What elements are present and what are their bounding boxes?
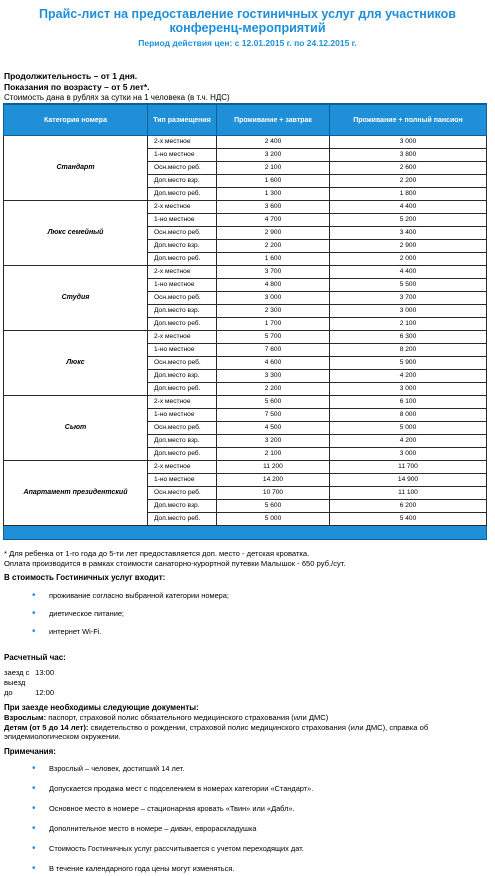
- bullet-dot-icon: •: [32, 782, 36, 794]
- full-board-price-cell: 2 600: [330, 162, 487, 175]
- list-item: • В течение календарного года цены могут изменяться.: [32, 862, 235, 874]
- full-board-price-cell: 3 800: [330, 149, 487, 162]
- placement-type-cell: Доп.место реб.: [148, 383, 217, 396]
- bullet-dot-icon: •: [32, 590, 36, 601]
- list-item: • диетическое питание;: [32, 608, 124, 619]
- full-board-price-cell: 2 000: [330, 253, 487, 266]
- full-board-price-cell: 2 900: [330, 240, 487, 253]
- full-board-price-cell: 6 100: [330, 396, 487, 409]
- breakfast-price-cell: 3 200: [217, 149, 330, 162]
- placement-type-cell: 2-х местное: [148, 461, 217, 474]
- table-row: [4, 136, 487, 149]
- placement-type-cell: 1-но местное: [148, 409, 217, 422]
- footnote: [4, 549, 495, 569]
- full-board-price-cell: 5 900: [330, 357, 487, 370]
- placement-type-cell: Доп.место взр.: [148, 240, 217, 253]
- room-category-cell: Сьют: [4, 396, 148, 461]
- breakfast-price-cell: 3 200: [217, 435, 330, 448]
- breakfast-price-cell: 4 600: [217, 357, 330, 370]
- breakfast-price-cell: 3 700: [217, 266, 330, 279]
- list-item: • интернет Wi-Fi.: [32, 626, 102, 637]
- docs-child: Детям (от 5 до 14 лет): свидетельство о рождении, страховой полис медицинского страхования (или ДМС), справка об эпидемиологическом окружении.: [4, 722, 429, 741]
- breakfast-price-cell: 1 600: [217, 253, 330, 266]
- placement-type-cell: Осн.место реб.: [148, 292, 217, 305]
- bullet-dot-icon: •: [32, 608, 36, 619]
- full-board-price-cell: 3 000: [330, 448, 487, 461]
- full-board-price-cell: 8 200: [330, 344, 487, 357]
- breakfast-price-cell: 2 300: [217, 305, 330, 318]
- full-board-price-cell: 5 500: [330, 279, 487, 292]
- notes-list: [0, 764, 495, 874]
- list-item: • Основное место в номере – стационарная кровать «Твин» или «Дабл».: [32, 802, 295, 814]
- breakfast-price-cell: 14 200: [217, 474, 330, 487]
- breakfast-price-cell: 4 500: [217, 422, 330, 435]
- placement-type-cell: Осн.место реб.: [148, 227, 217, 240]
- bullet-dot-icon: •: [32, 626, 36, 637]
- price-table-body: [4, 136, 487, 526]
- placement-type-cell: 2-х местное: [148, 136, 217, 149]
- checkout-row: [4, 678, 495, 698]
- breakfast-price-cell: 7 500: [217, 409, 330, 422]
- full-board-price-cell: 11 700: [330, 461, 487, 474]
- placement-type-cell: Доп.место взр.: [148, 370, 217, 383]
- full-board-price-cell: 14 900: [330, 474, 487, 487]
- full-board-price-cell: 11 100: [330, 487, 487, 500]
- breakfast-price-cell: 5 700: [217, 331, 330, 344]
- list-item: • Взрослый – человек, достигший 14 лет.: [32, 762, 185, 774]
- placement-type-cell: Осн.место реб.: [148, 422, 217, 435]
- breakfast-price-cell: 3 000: [217, 292, 330, 305]
- breakfast-price-cell: 2 200: [217, 240, 330, 253]
- header-breakfast: Проживание + завтрак: [217, 104, 330, 136]
- full-board-price-cell: 5 400: [330, 513, 487, 526]
- room-category-cell: Апартамент президентский: [4, 461, 148, 526]
- full-board-price-cell: 5 000: [330, 422, 487, 435]
- price-period: Период действия цен: с 12.01.2015 г. по 24.12.2015 г.: [138, 38, 357, 48]
- placement-type-cell: 2-х местное: [148, 266, 217, 279]
- placement-type-cell: 1-но местное: [148, 344, 217, 357]
- docs-title: При заезде необходимы следующие документы:: [4, 703, 199, 712]
- placement-type-cell: 2-х местное: [148, 396, 217, 409]
- full-board-price-cell: 4 400: [330, 266, 487, 279]
- list-item: • Дополнительное место в номере – диван, еврораскладушка: [32, 822, 257, 834]
- breakfast-price-cell: 11 200: [217, 461, 330, 474]
- breakfast-price-cell: 3 300: [217, 370, 330, 383]
- full-board-price-cell: 2 200: [330, 175, 487, 188]
- breakfast-price-cell: 2 200: [217, 383, 330, 396]
- room-category-cell: Стандарт: [4, 136, 148, 201]
- full-board-price-cell: 2 100: [330, 318, 487, 331]
- price-table: [3, 103, 487, 540]
- breakfast-price-cell: 3 600: [217, 201, 330, 214]
- full-board-price-cell: 4 400: [330, 201, 487, 214]
- placement-type-cell: 1-но местное: [148, 149, 217, 162]
- table-row: [4, 201, 487, 214]
- breakfast-price-cell: 4 700: [217, 214, 330, 227]
- list-item: • Допускается продажа мест с подселением в номерах категории «Стандарт».: [32, 782, 314, 794]
- placement-type-cell: 2-х местное: [148, 331, 217, 344]
- placement-type-cell: 1-но местное: [148, 214, 217, 227]
- age-text: Показания по возрасту – от 5 лет*.: [4, 82, 150, 92]
- breakfast-price-cell: 7 600: [217, 344, 330, 357]
- header-full-board: Проживание + полный пансион: [330, 104, 487, 136]
- placement-type-cell: Осн.место реб.: [148, 357, 217, 370]
- full-board-price-cell: 1 800: [330, 188, 487, 201]
- breakfast-price-cell: 1 700: [217, 318, 330, 331]
- checkout-label: выезд до: [4, 678, 26, 697]
- placement-type-cell: Доп.место реб.: [148, 188, 217, 201]
- bullet-dot-icon: •: [32, 762, 36, 774]
- table-row: [4, 266, 487, 279]
- bullet-dot-icon: •: [32, 802, 36, 814]
- breakfast-price-cell: 2 100: [217, 448, 330, 461]
- bullet-dot-icon: •: [32, 822, 36, 834]
- full-board-price-cell: 3 000: [330, 383, 487, 396]
- breakfast-price-cell: 5 000: [217, 513, 330, 526]
- placement-type-cell: Доп.место реб.: [148, 513, 217, 526]
- included-title: В стоимость Гостиничных услуг входит:: [4, 573, 166, 582]
- docs-adult: Взрослым: паспорт, страховой полис обязательного медицинского страхования (или ДМС): [4, 713, 329, 722]
- price-table-header: [4, 104, 487, 136]
- footnote-payment: Оплата производится в рамках стоимости санаторно-курортной путевки Малышок - 650 руб./сут.: [4, 559, 346, 568]
- table-row: [4, 331, 487, 344]
- bullet-dot-icon: •: [32, 862, 36, 874]
- breakfast-price-cell: 1 600: [217, 175, 330, 188]
- page-title: Прайс-лист на предоставление гостиничных услуг для участников конференц-мероприятий: [39, 7, 456, 35]
- placement-type-cell: 1-но местное: [148, 279, 217, 292]
- breakfast-price-cell: 2 400: [217, 136, 330, 149]
- checkin-time: 13:00: [35, 668, 55, 677]
- checkin-label: заезд с: [4, 668, 30, 677]
- table-row: [4, 396, 487, 409]
- placement-type-cell: Доп.место взр.: [148, 435, 217, 448]
- full-board-price-cell: 3 000: [330, 305, 487, 318]
- bullet-dot-icon: •: [32, 842, 36, 854]
- breakfast-price-cell: 10 700: [217, 487, 330, 500]
- breakfast-price-cell: 2 100: [217, 162, 330, 175]
- placement-type-cell: Доп.место реб.: [148, 448, 217, 461]
- full-board-price-cell: 6 200: [330, 500, 487, 513]
- placement-type-cell: 2-х местное: [148, 201, 217, 214]
- checkin-title: Расчетный час:: [4, 653, 66, 662]
- price-table-footer: [4, 526, 487, 540]
- full-board-price-cell: 4 200: [330, 435, 487, 448]
- table-row: [4, 461, 487, 474]
- price-note: Стоимость дана в рублях за сутки на 1 человека (в т.ч. НДС): [4, 93, 230, 102]
- placement-type-cell: Доп.место реб.: [148, 318, 217, 331]
- list-item: • проживание согласно выбранной категории номера;: [32, 590, 229, 601]
- price-list-page: [0, 7, 495, 876]
- header-placement: Тип размещения: [148, 104, 217, 136]
- room-category-cell: Люкс семейный: [4, 201, 148, 266]
- placement-type-cell: Осн.место реб.: [148, 487, 217, 500]
- full-board-price-cell: 3 400: [330, 227, 487, 240]
- breakfast-price-cell: 5 600: [217, 500, 330, 513]
- placement-type-cell: Доп.место реб.: [148, 253, 217, 266]
- breakfast-price-cell: 2 900: [217, 227, 330, 240]
- list-item: • Стоимость Гостиничных услуг рассчитывается с учетом переходящих дат.: [32, 842, 304, 854]
- footnote-crib: * Для ребенка от 1-го года до 5-ти лет предоставляется доп. место - детская кроватка.: [4, 549, 310, 558]
- full-board-price-cell: 4 200: [330, 370, 487, 383]
- included-list: [0, 591, 495, 637]
- breakfast-price-cell: 5 600: [217, 396, 330, 409]
- checkin-row: [4, 668, 495, 678]
- full-board-price-cell: 3 000: [330, 136, 487, 149]
- duration-text: Продолжительность – от 1 дня.: [4, 71, 138, 81]
- header-category: Категория номера: [4, 104, 148, 136]
- room-category-cell: Люкс: [4, 331, 148, 396]
- placement-type-cell: Доп.место взр.: [148, 305, 217, 318]
- full-board-price-cell: 5 200: [330, 214, 487, 227]
- room-category-cell: Студия: [4, 266, 148, 331]
- notes-title: Примечания:: [4, 746, 56, 756]
- full-board-price-cell: 3 700: [330, 292, 487, 305]
- breakfast-price-cell: 1 300: [217, 188, 330, 201]
- checkout-time: 12:00: [35, 688, 55, 697]
- placement-type-cell: Доп.место взр.: [148, 175, 217, 188]
- full-board-price-cell: 8 000: [330, 409, 487, 422]
- placement-type-cell: 1-но местное: [148, 474, 217, 487]
- placement-type-cell: Осн.место реб.: [148, 162, 217, 175]
- full-board-price-cell: 6 300: [330, 331, 487, 344]
- placement-type-cell: Доп.место взр.: [148, 500, 217, 513]
- breakfast-price-cell: 4 800: [217, 279, 330, 292]
